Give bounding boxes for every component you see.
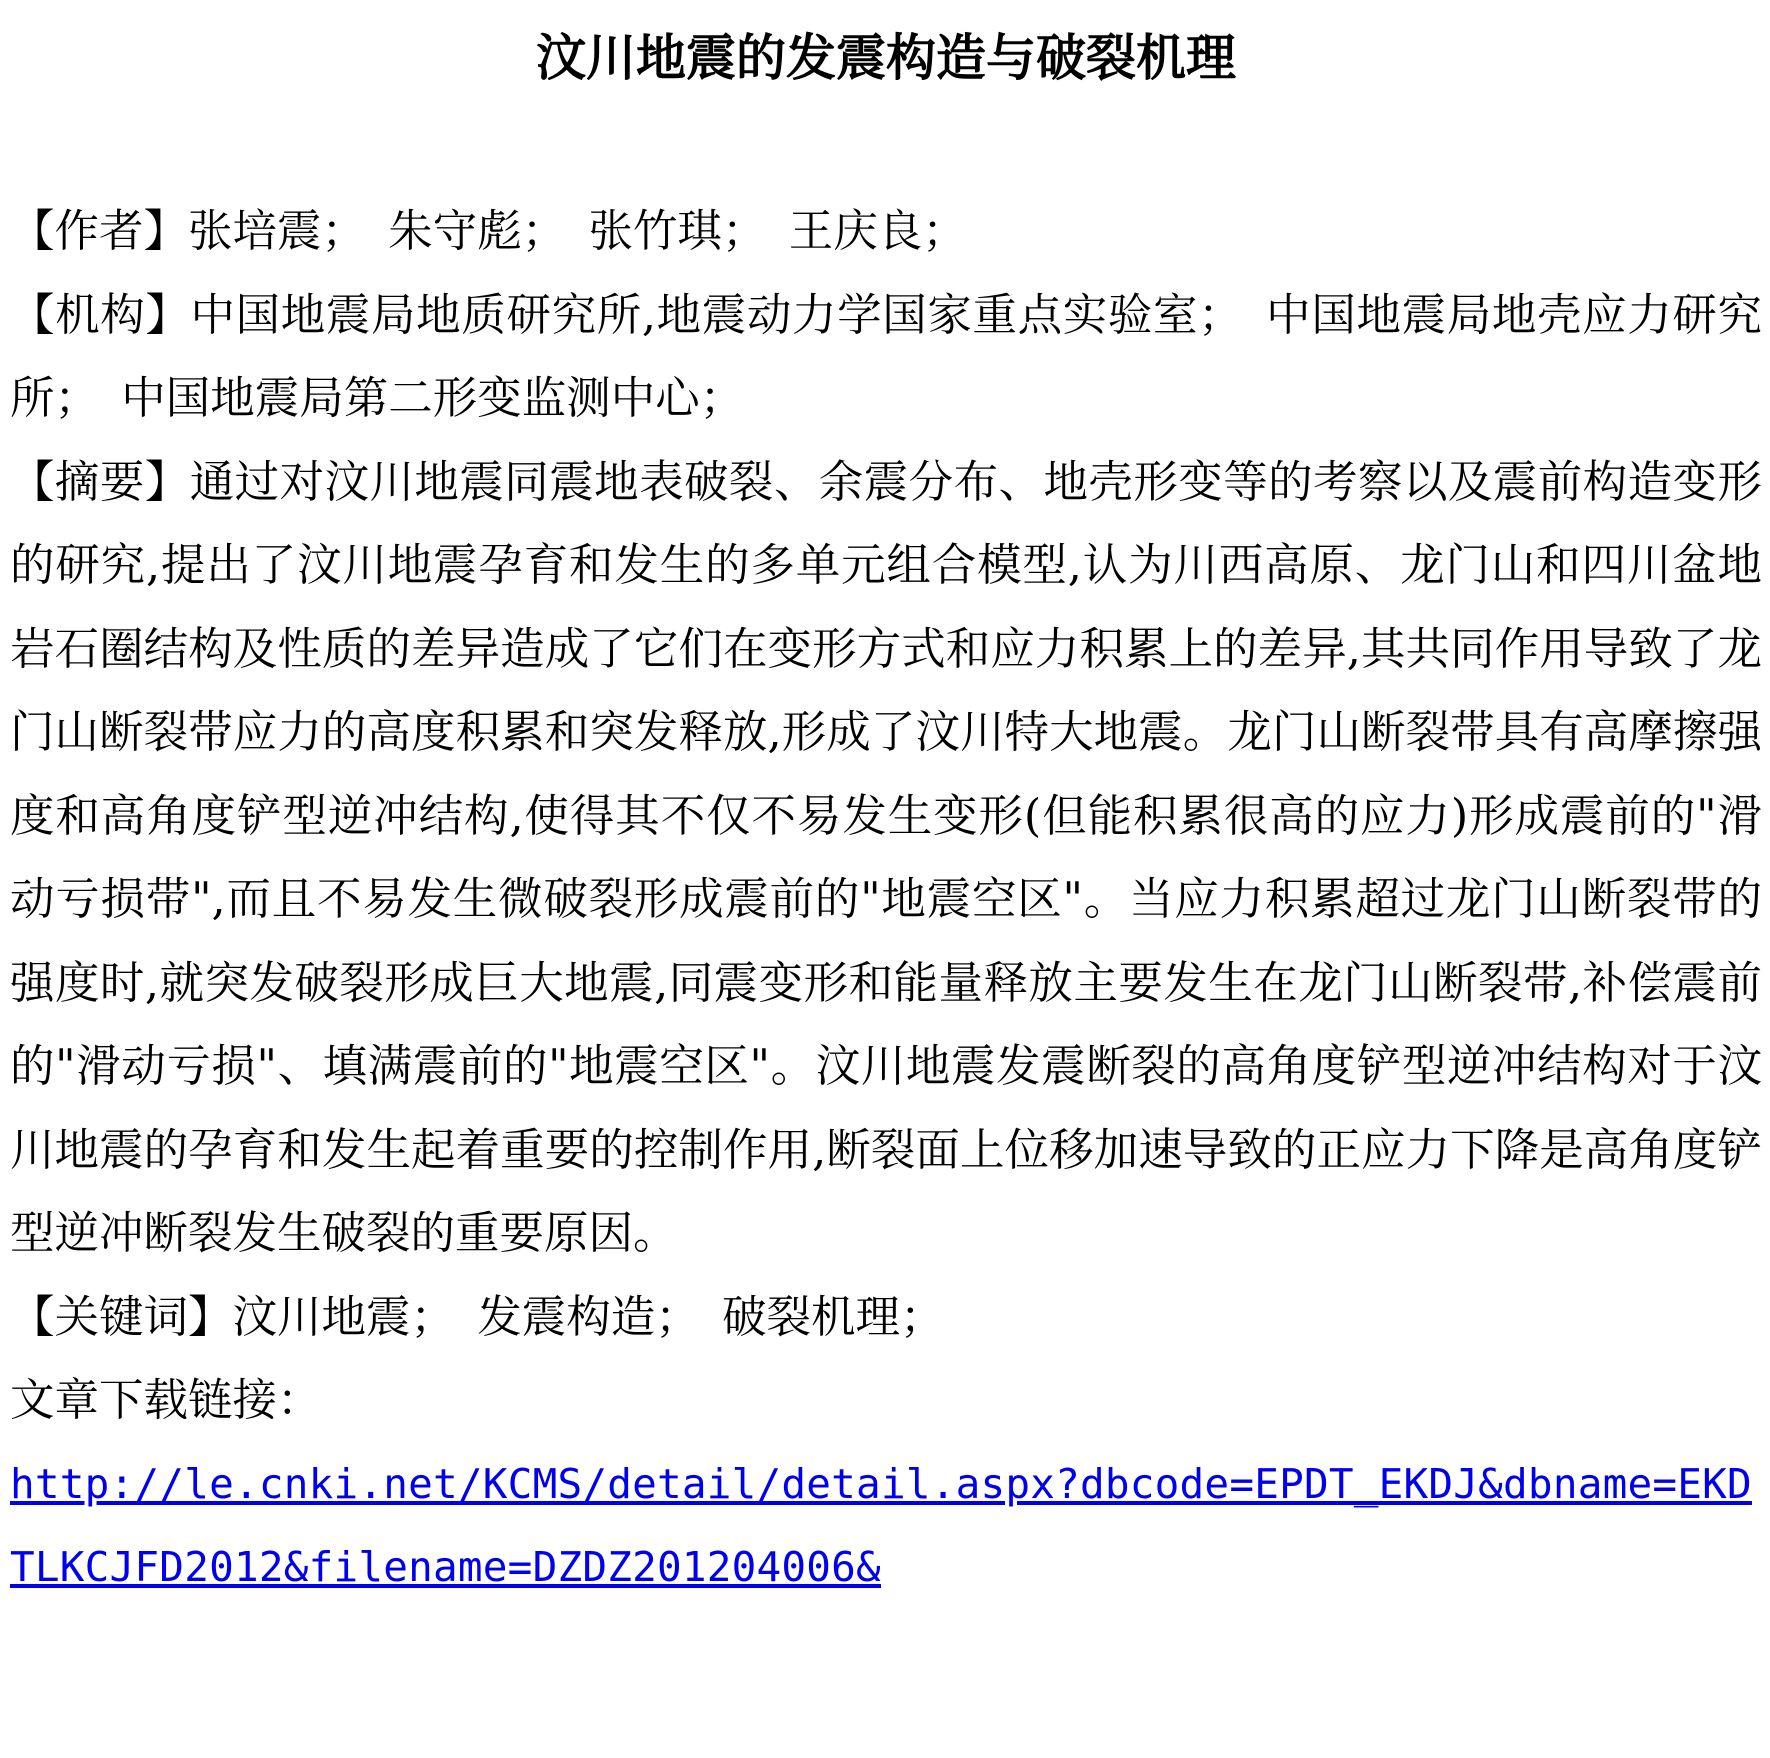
authors-line: [10, 190, 1762, 274]
keywords-label: 【关键词】: [10, 1291, 233, 1343]
download-link-line: [10, 1443, 1762, 1610]
authors-value: 张培震； 朱守彪； 张竹琪； 王庆良；: [188, 206, 967, 257]
abstract-value: 通过对汶川地震同震地表破裂、余震分布、地壳形变等的考察以及震前构造变形的研究,提出了汶川地震孕育和发生的多单元组合模型,认为川西高原、龙门山和四川盆地岩石圈结构及性质的差异造成了它们在变形方式和应力积累上的差异,其共同作用导致了龙门山断裂带应力的高度积累和突发释放,形成了汶川特大地震。龙门山断裂带具有高摩擦强度和高角度铲型逆冲结构,使得其不仅不易发生变形(但能积累很高的应力)形成震前的"滑动亏损带",而且不易发生微破裂形成震前的"地震空区"。当应力积累超过龙门山断裂带的强度时,就突发破裂形成巨大地震,同震变形和能量释放主要发生在龙门山断裂带,补偿震前的"滑动亏损"、填满震前的"地震空区"。汶川地震发震断裂的高角度铲型逆冲结构对于汶川地震的孕育和发生起着重要的控制作用,断裂面上位移加速导致的正应力下降是高角度铲型逆冲断裂发生破裂的重要原因。: [10, 456, 1762, 1259]
abstract-paragraph: [10, 441, 1762, 1276]
institution-label: 【机构】: [10, 289, 191, 341]
download-link[interactable]: http://le.cnki.net/KCMS/detail/detail.aspx?dbcode=EPDT_EKDJ&dbname=EKDTLKCJFD2012&filename=DZDZ201204006&: [10, 1459, 1752, 1591]
document-body: [10, 190, 1762, 1610]
authors-label: 【作者】: [10, 206, 189, 257]
page-title: 汶川地震的发震构造与破裂机理: [536, 29, 1236, 87]
institution-value: 中国地震局地质研究所,地震动力学国家重点实验室； 中国地震局地壳应力研究所； 中国地震局第二形变监测中心；: [10, 289, 1762, 424]
keywords-value: 汶川地震； 发震构造； 破裂机理；: [232, 1291, 945, 1343]
institution-line: [10, 274, 1762, 441]
download-label: 文章下载链接：: [10, 1375, 322, 1426]
abstract-label: 【摘要】: [10, 456, 190, 508]
document-page: [10, 0, 1762, 1591]
keywords-line: [10, 1276, 1762, 1360]
